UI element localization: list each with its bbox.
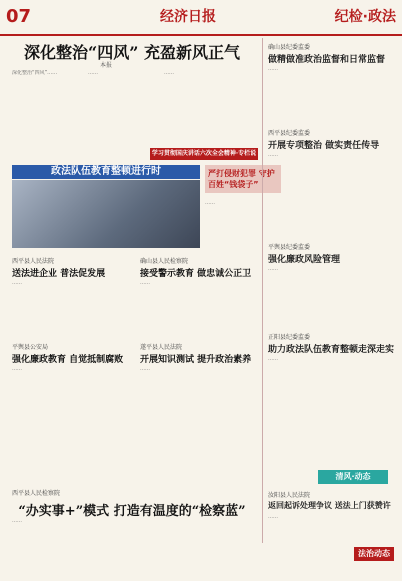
section-title: 纪检·政法 [334, 9, 396, 25]
study-banner: 学习贯彻国庆讲话六次全会精神·专栏说 [150, 148, 258, 160]
left-mid-headline: 送法进企业 普法促发展 [12, 269, 106, 279]
s1-headline: 做精做准政治监督和日常监督 [268, 55, 386, 65]
mid-mid-body: …… [140, 280, 150, 286]
mid-low-headline: 开展知识测试 提升政治素养 [140, 355, 252, 365]
s3-headline: 强化廉政风险管理 [268, 255, 341, 265]
mid-mid-kicker: 确山县人民检察院 [140, 258, 189, 265]
lead-headline: 深化整治“四风” 充盈新风正气 [24, 43, 240, 62]
left-low-kicker: 平舆县公安局 [12, 344, 49, 351]
mid-low-body: …… [140, 366, 150, 372]
s2-headline: 开展专项整治 做实责任传导 [268, 141, 380, 151]
left-low-headline: 强化廉政教育 自觉抵制腐败 [12, 355, 124, 365]
masthead [0, 0, 402, 36]
page-number: 07 [6, 6, 32, 27]
footer-headline: “办实事+”模式 打造有温度的“检察蓝” [18, 504, 246, 519]
left-low-body: …… [12, 366, 22, 372]
s4-headline: 助力政法队伍教育整顿走深走实 [268, 345, 395, 355]
left-mid-body: …… [12, 280, 22, 286]
s2-kicker: 西平县纪委监委 [268, 130, 311, 137]
photo-caption: 严打侵财犯罪 守护百姓“钱袋子” [205, 165, 281, 193]
s1-body: …… [268, 66, 278, 72]
s1-kicker: 确山县纪委监委 [268, 44, 311, 51]
s5-body: …… [268, 514, 278, 520]
lead-col-3: …… [164, 70, 174, 76]
qingfeng-tag: 清风·动态 [318, 470, 388, 484]
s3-kicker: 平舆县纪委监委 [268, 244, 311, 251]
s5-kicker: 汝阳县人民法院 [268, 492, 311, 499]
mid-mid-headline: 接受警示教育 做忠诚公正卫 [140, 269, 252, 279]
reform-banner: 政法队伍教育整顿进行时 [12, 165, 200, 179]
lead-col-1: 深化整治“四风”…… [12, 70, 58, 76]
byline: 本报 [100, 62, 113, 69]
footer-kicker: 西平县人民检察院 [12, 490, 61, 497]
left-mid-kicker: 西平县人民法院 [12, 258, 55, 265]
s4-kicker: 正阳县纪委监委 [268, 334, 311, 341]
paper-logo: 经济日报 [160, 9, 216, 25]
s2-body: …… [268, 152, 278, 158]
lead-col-2: …… [88, 70, 98, 76]
s4-body: …… [268, 356, 278, 362]
news-photo [12, 180, 200, 248]
s5-headline: 返回起诉处理争议 送法上门获赞许 [268, 500, 391, 510]
photo-text: …… [205, 200, 215, 206]
footer-body: …… [12, 518, 22, 524]
s3-body: …… [268, 266, 278, 272]
mid-low-kicker: 遂平县人民法院 [140, 344, 183, 351]
law-stamp: 法治动态 [354, 547, 394, 561]
